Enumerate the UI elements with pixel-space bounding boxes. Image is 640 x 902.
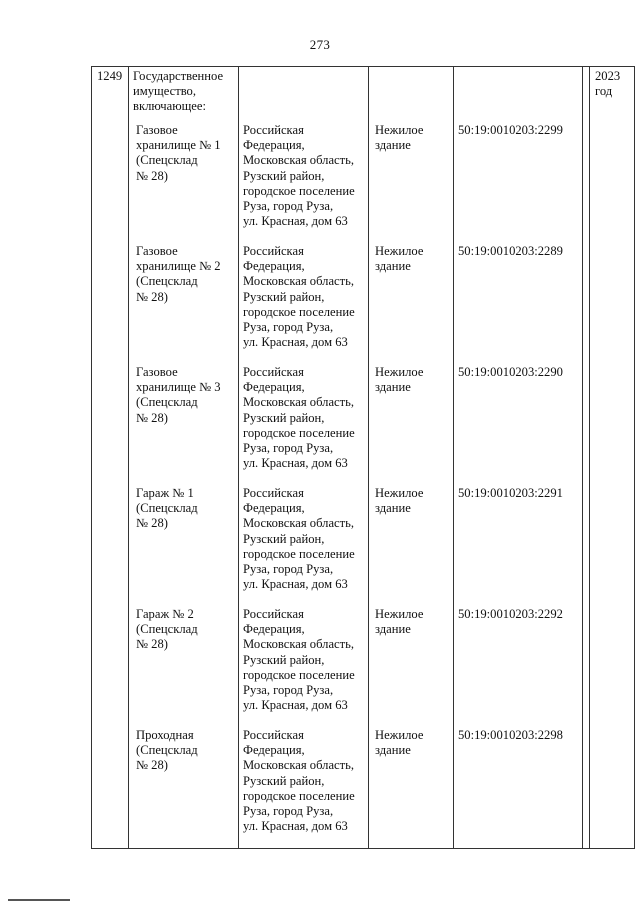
property-group-heading: Государственное имущество, включающее: [129, 67, 239, 122]
property-type: Нежилое здание [369, 726, 454, 849]
table-row [92, 242, 635, 363]
property-name: Газовое хранилище № 1 (Спецсклад № 28) [129, 121, 239, 242]
property-name: Проходная (Спецсклад № 28) [129, 726, 239, 849]
property-address: Российская Федерация, Московская область, Рузский район, городское поселение Руза, город Руза, ул. Красная, дом 63 [239, 121, 369, 242]
property-name: Гараж № 1 (Спецсклад № 28) [129, 484, 239, 605]
property-type: Нежилое здание [369, 363, 454, 484]
year-cell: 2023 год [590, 67, 635, 122]
table-row [92, 484, 635, 605]
scan-edge-mark [8, 899, 70, 901]
row-number: 1249 [92, 67, 129, 122]
table-row [92, 605, 635, 726]
cadastral-number: 50:19:0010203:2290 [454, 363, 583, 484]
property-name: Газовое хранилище № 3 (Спецсклад № 28) [129, 363, 239, 484]
empty-cell [369, 67, 454, 122]
property-type: Нежилое здание [369, 605, 454, 726]
property-address: Российская Федерация, Московская область, Рузский район, городское поселение Руза, город Руза, ул. Красная, дом 63 [239, 484, 369, 605]
table-row [92, 363, 635, 484]
property-address: Российская Федерация, Московская область, Рузский район, городское поселение Руза, город Руза, ул. Красная, дом 63 [239, 242, 369, 363]
cadastral-number: 50:19:0010203:2289 [454, 242, 583, 363]
property-type: Нежилое здание [369, 121, 454, 242]
table-row [92, 121, 635, 242]
property-name: Гараж № 2 (Спецсклад № 28) [129, 605, 239, 726]
property-table [91, 66, 635, 849]
property-type: Нежилое здание [369, 484, 454, 605]
property-name: Газовое хранилище № 2 (Спецсклад № 28) [129, 242, 239, 363]
property-address: Российская Федерация, Московская область, Рузский район, городское поселение Руза, город Руза, ул. Красная, дом 63 [239, 726, 369, 849]
cadastral-number: 50:19:0010203:2298 [454, 726, 583, 849]
page-number: 273 [309, 37, 331, 52]
cadastral-number: 50:19:0010203:2299 [454, 121, 583, 242]
empty-cell [239, 67, 369, 122]
table-row-heading [92, 67, 635, 122]
table-row [92, 726, 635, 849]
cadastral-number: 50:19:0010203:2292 [454, 605, 583, 726]
cadastral-number: 50:19:0010203:2291 [454, 484, 583, 605]
property-type: Нежилое здание [369, 242, 454, 363]
empty-cell [454, 67, 583, 122]
property-address: Российская Федерация, Московская область, Рузский район, городское поселение Руза, город Руза, ул. Красная, дом 63 [239, 363, 369, 484]
property-address: Российская Федерация, Московская область, Рузский район, городское поселение Руза, город Руза, ул. Красная, дом 63 [239, 605, 369, 726]
empty-cell [583, 67, 590, 122]
